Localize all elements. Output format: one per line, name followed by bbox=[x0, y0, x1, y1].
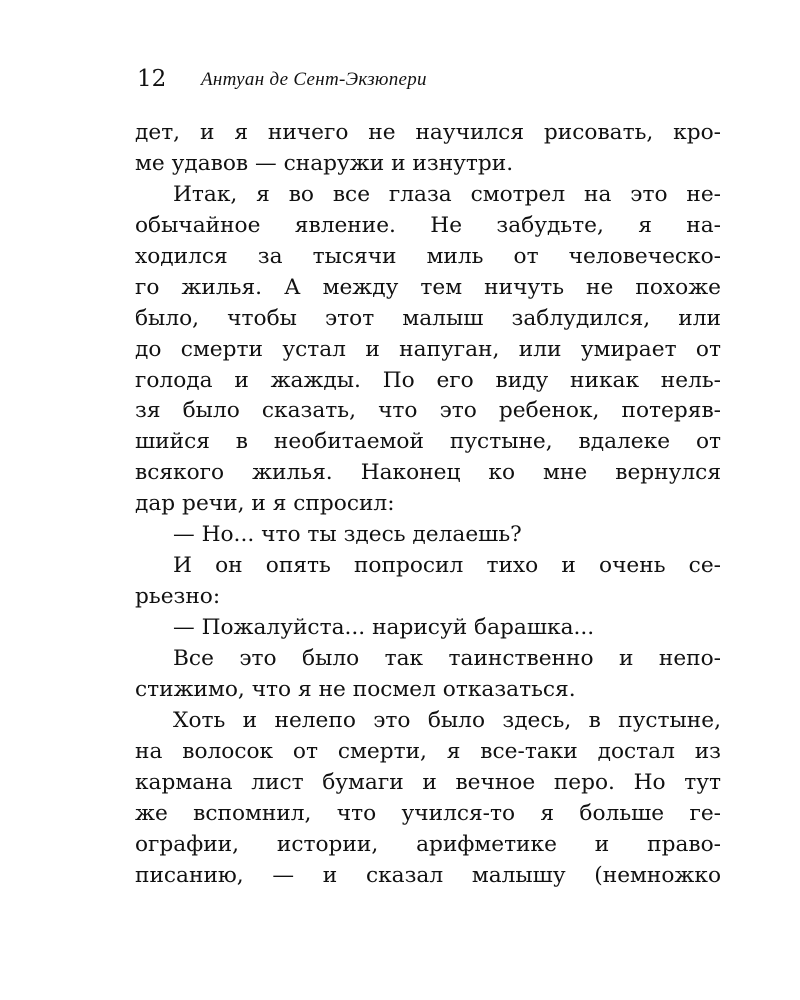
text-line: Итак, я во все глаза смотрел на это не- bbox=[173, 181, 721, 207]
dialogue-line: — Пожалуйста... нарисуй барашка... bbox=[173, 615, 595, 640]
text-line: стижимо, что я не посмел отказаться. bbox=[135, 676, 576, 702]
text-line: всякого жилья. Наконец ко мне вернулся bbox=[135, 460, 721, 486]
text-line: И он опять попросил тихо и очень се- bbox=[173, 553, 721, 579]
text-line: ографии, истории, арифметике и право- bbox=[135, 831, 721, 857]
text-line: было, чтобы этот малыш заблудился, или bbox=[135, 305, 721, 331]
text-line: ходился за тысячи миль от человеческо- bbox=[135, 243, 721, 269]
text-line: ме удавов — снаружи и изнутри. bbox=[135, 150, 514, 176]
text-line: писанию, — и сказал малышу (немножко bbox=[135, 862, 721, 888]
text-line: дар речи, и я спросил: bbox=[135, 491, 395, 517]
text-line: Хоть и нелепо это было здесь, в пустыне, bbox=[173, 707, 721, 733]
text-line: дет, и я ничего не научился рисовать, кро- bbox=[135, 120, 721, 145]
running-title: Антуан де Сент-Экзюпери bbox=[201, 69, 427, 90]
text-line: до смерти устал и напуган, или умирает от bbox=[135, 336, 721, 362]
page-number: 12 bbox=[137, 66, 167, 92]
text-line: Все это было так таинственно и непо- bbox=[173, 645, 721, 671]
page-header bbox=[137, 62, 727, 96]
text-line: зя было сказать, что это ребенок, потеряв- bbox=[135, 398, 721, 424]
text-line: го жилья. А между тем ничуть не похоже bbox=[135, 274, 721, 300]
dialogue-line: — Но... что ты здесь делаешь? bbox=[173, 522, 522, 548]
text-line: обычайное явление. Не забудьте, я на- bbox=[135, 212, 721, 238]
text-line: шийся в необитаемой пустыне, вдалеке от bbox=[135, 429, 721, 455]
text-line: же вспомнил, что учился-то я больше ге- bbox=[135, 800, 721, 826]
text-line: рьезно: bbox=[135, 584, 221, 610]
text-line: на волосок от смерти, я все-таки достал из bbox=[135, 738, 721, 764]
text-line: кармана лист бумаги и вечное перо. Но тут bbox=[135, 769, 721, 795]
text-line: голода и жажды. По его виду никак нель- bbox=[135, 367, 721, 393]
body-text bbox=[135, 118, 721, 891]
